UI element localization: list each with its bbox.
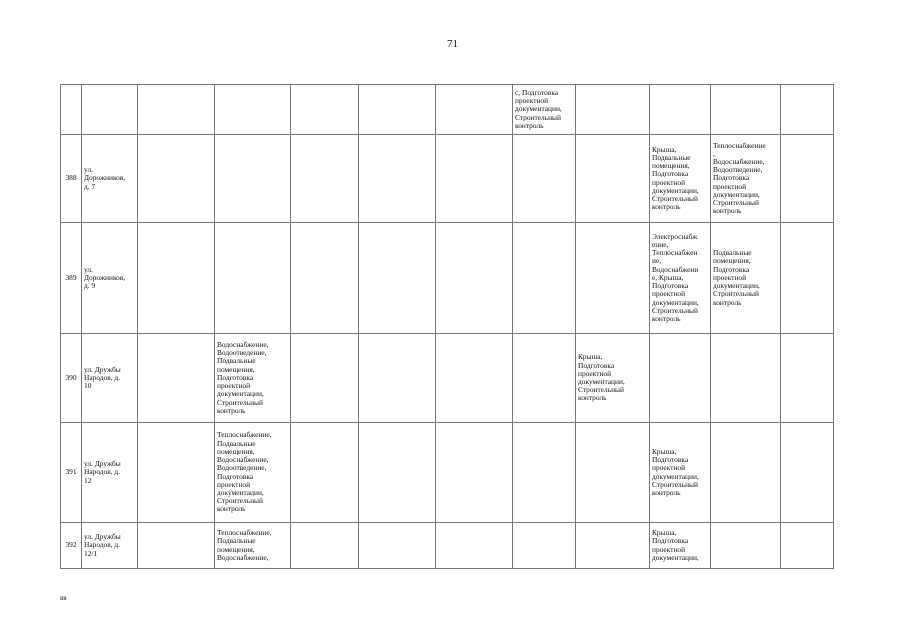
work-cell: Электроснабж ение, Теплоснабжен ие, Водоснабжени е, Крыша, Подготовка проектной документации, Строительный контроль bbox=[650, 223, 711, 334]
row-number: 390 bbox=[61, 334, 82, 423]
work-cell: с, Подготовка проектной документации, Строительный контроль bbox=[513, 85, 576, 135]
work-cell bbox=[359, 85, 436, 135]
work-cell bbox=[359, 523, 436, 569]
work-cell: Теплоснабжение, Подвальные помещения, Водоснабжение, bbox=[215, 523, 291, 569]
work-cell bbox=[215, 223, 291, 334]
work-cell bbox=[436, 135, 513, 223]
work-cell bbox=[436, 523, 513, 569]
work-cell bbox=[781, 135, 834, 223]
work-cell bbox=[781, 334, 834, 423]
work-cell bbox=[359, 135, 436, 223]
work-cell bbox=[513, 334, 576, 423]
work-cell bbox=[215, 85, 291, 135]
work-cell bbox=[576, 135, 650, 223]
work-cell bbox=[781, 223, 834, 334]
work-cell: Крыша, Подготовка проектной документации, Строительный контроль bbox=[576, 334, 650, 423]
row-number: 389 bbox=[61, 223, 82, 334]
work-cell bbox=[138, 523, 215, 569]
work-cell bbox=[436, 223, 513, 334]
work-cell bbox=[513, 423, 576, 523]
work-cell bbox=[576, 523, 650, 569]
work-cell: Крыша, Подготовка проектной документации, Строительный контроль bbox=[650, 423, 711, 523]
work-cell bbox=[781, 523, 834, 569]
row-number: 391 bbox=[61, 423, 82, 523]
work-cell bbox=[291, 135, 359, 223]
table-row bbox=[61, 85, 834, 135]
row-number: 388 bbox=[61, 135, 82, 223]
address-cell: ул. Дорожников, д. 7 bbox=[82, 135, 138, 223]
table-row bbox=[61, 334, 834, 423]
table-row bbox=[61, 523, 834, 569]
work-cell bbox=[650, 85, 711, 135]
work-cell bbox=[291, 523, 359, 569]
address-cell: ул. Дружбы Народов, д. 10 bbox=[82, 334, 138, 423]
work-cell: Крыша, Подготовка проектной документации, bbox=[650, 523, 711, 569]
work-cell bbox=[436, 85, 513, 135]
work-cell bbox=[291, 423, 359, 523]
work-cell bbox=[513, 135, 576, 223]
address-cell: ул. Дружбы Народов, д. 12 bbox=[82, 423, 138, 523]
footer-mark: вв bbox=[60, 594, 67, 602]
work-cell bbox=[138, 223, 215, 334]
work-cell bbox=[781, 85, 834, 135]
work-cell bbox=[576, 423, 650, 523]
work-cell bbox=[359, 223, 436, 334]
work-cell bbox=[513, 223, 576, 334]
work-cell bbox=[576, 85, 650, 135]
table-row bbox=[61, 223, 834, 334]
work-cell bbox=[436, 423, 513, 523]
work-cell bbox=[711, 523, 781, 569]
work-cell bbox=[138, 334, 215, 423]
work-cell bbox=[291, 334, 359, 423]
work-cell bbox=[291, 223, 359, 334]
work-cell bbox=[711, 423, 781, 523]
work-cell bbox=[711, 85, 781, 135]
work-cell: Теплоснабжение, Подвальные помещения, Водоснабжение, Водоотведение, Подготовка проектной документации, Строительный контроль bbox=[215, 423, 291, 523]
work-cell bbox=[291, 85, 359, 135]
work-cell bbox=[576, 223, 650, 334]
address-cell: ул. Дружбы Народов, д. 12/1 bbox=[82, 523, 138, 569]
work-cell bbox=[138, 423, 215, 523]
work-cell bbox=[650, 334, 711, 423]
work-cell: Крыша, Подвальные помещения, Подготовка проектной документации, Строительный контроль bbox=[650, 135, 711, 223]
page-number: 71 bbox=[447, 38, 458, 50]
work-cell bbox=[359, 423, 436, 523]
address-cell: ул. Дорожников, д. 9 bbox=[82, 223, 138, 334]
work-cell bbox=[513, 523, 576, 569]
row-number bbox=[61, 85, 82, 135]
work-cell bbox=[436, 334, 513, 423]
row-number: 392 bbox=[61, 523, 82, 569]
work-cell bbox=[215, 135, 291, 223]
work-cell bbox=[138, 85, 215, 135]
table-row bbox=[61, 423, 834, 523]
work-cell bbox=[138, 135, 215, 223]
work-cell bbox=[711, 334, 781, 423]
address-cell bbox=[82, 85, 138, 135]
work-cell: Теплоснабжение , Водоснабжение, Водоотведение, Подготовка проектной документации, Строительный контроль bbox=[711, 135, 781, 223]
works-table bbox=[60, 84, 834, 569]
work-cell bbox=[359, 334, 436, 423]
work-cell: Подвальные помещения, Подготовка проектной документации, Строительный контроль bbox=[711, 223, 781, 334]
work-cell: Водоснабжение, Водоотведение, Подвальные помещения, Подготовка проектной документации, Строительный контроль bbox=[215, 334, 291, 423]
table-row bbox=[61, 135, 834, 223]
work-cell bbox=[781, 423, 834, 523]
